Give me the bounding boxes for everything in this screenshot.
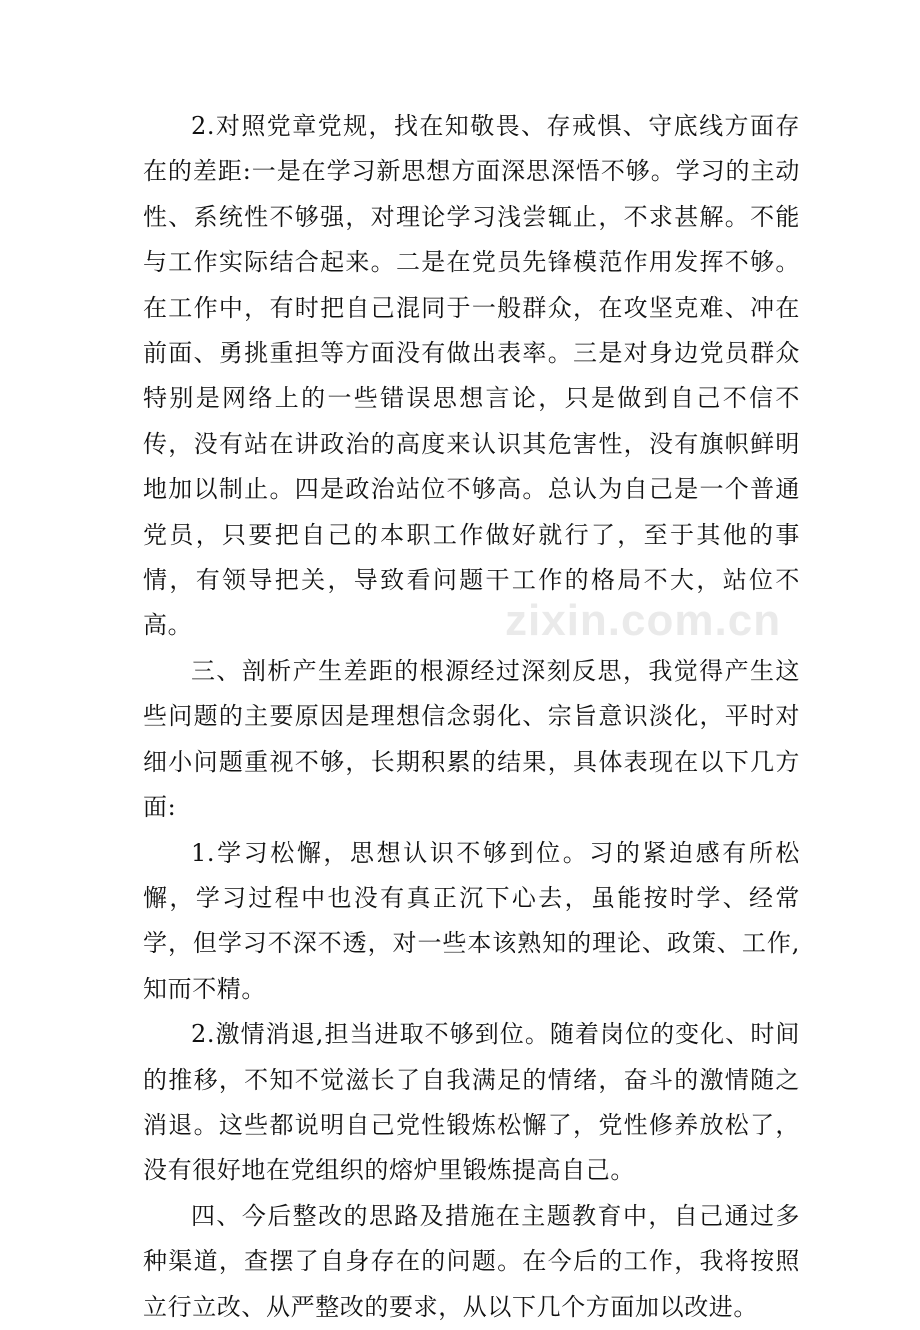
paragraph-comparison-gaps: 2.对照党章党规，找在知敬畏、存戒惧、守底线方面存在的差距:一是在学习新思想方面深思深悟不够。学习的主动性、系统性不够强，对理论学习浅尝辄止，不求甚解。不能与工作实际结合起来。二是在党员先锋模范作用发挥不够。在工作中，有时把自己混同于一般群众，在攻坚克难、冲在前面、勇挑重担等方面没有做出表率。三是对身边党员群众特别是网络上的一些错误思想言论，只是做到自己不信不传，没有站在讲政治的高度来认识其危害性，没有旗帜鲜明地加以制止。四是政治站位不够高。总认为自己是一个普通党员，只要把自己的本职工作做好就行了，至于其他的事情，有领导把关，导致看问题干工作的格局不大，站位不高。 xyxy=(143,112,800,640)
paragraph-passion-fading: 2.激情消退,担当进取不够到位。随着岗位的变化、时间的推移，不知不觉滋长了自我满足的情绪，奋斗的激情随之消退。这些都说明自己党性锻炼松懈了，党性修养放松了，没有很好地在党组织的熔炉里锻炼提高自己。 xyxy=(143,1020,800,1185)
paragraph-study-slack: 1.学习松懈，思想认识不够到位。习的紧迫感有所松懈，学习过程中也没有真正沉下心去，虽能按时学、经常学，但学习不深不透，对一些本该熟知的理论、政策、工作,知而不精。 xyxy=(143,838,800,1003)
watermark: zixin.com.cn xyxy=(505,596,782,645)
document-body xyxy=(143,104,800,1330)
paragraph-root-causes: 三、剖析产生差距的根源经过深刻反思，我觉得产生这些问题的主要原因是理想信念弱化、宗旨意识淡化，平时对细小问题重视不够，长期积累的结果，具体表现在以下几方面: xyxy=(143,656,800,822)
paragraph-rectification-measures: 四、今后整改的思路及措施在主题教育中，自己通过多种渠道，查摆了自身存在的问题。在今后的工作，我将按照立行立改、从严整改的要求，从以下几个方面加以改进。 xyxy=(143,1201,800,1321)
